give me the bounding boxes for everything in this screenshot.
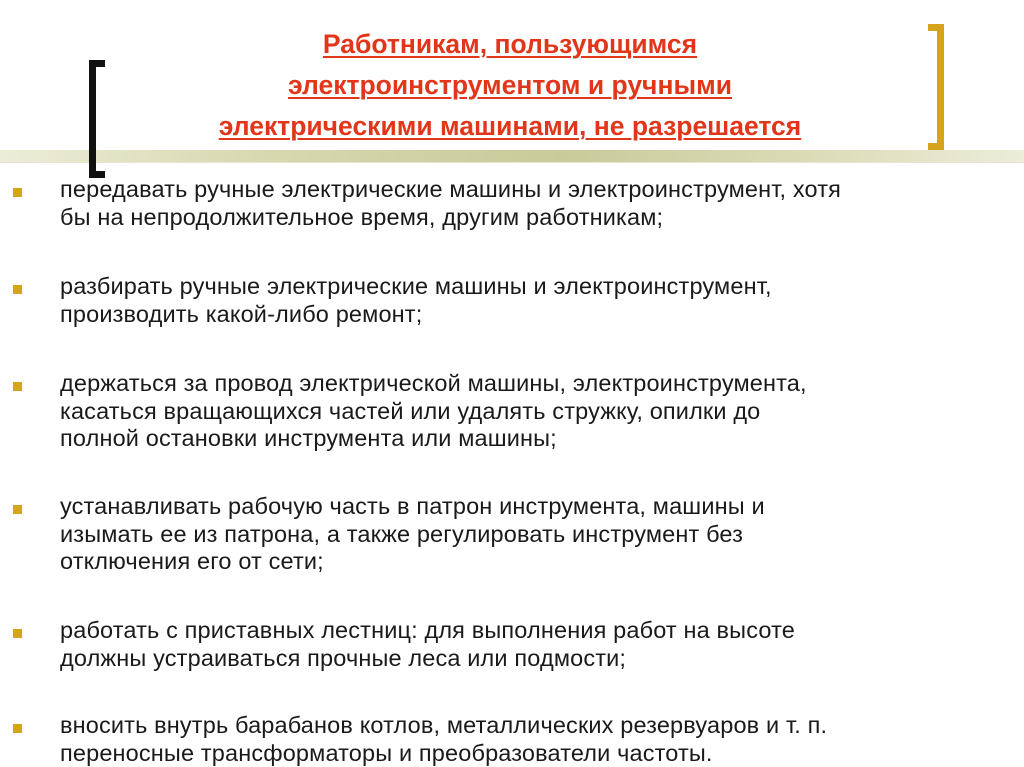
list-item-text: держаться за провод электрической машины, электроинструмента, касаться вращающихся частей или удалять стружку, опилки до полной остановки инструмента или машины; (60, 370, 807, 451)
title-line-3: электрическими машинами, не разрешается (218, 111, 802, 141)
bullet-square-icon (13, 382, 22, 391)
list-item-text: работать с приставных лестниц: для выполнения работ на высоте должны устраиваться прочные леса или подмости; (60, 617, 795, 671)
list-item-text: устанавливать рабочую часть в патрон инструмента, машины и изымать ее из патрона, а также регулировать инструмент без отключения его от сети; (60, 493, 765, 574)
bullet-square-icon (13, 188, 22, 197)
title-line-2: электроинструментом и ручными (288, 70, 732, 100)
title-line-1: Работникам, пользующимся (322, 29, 698, 59)
list-item-text: вносить внутрь барабанов котлов, металлических резервуаров и т. п. переносные трансформаторы и преобразователи частоты. (60, 712, 828, 766)
bullet-square-icon (13, 505, 22, 514)
bullet-square-icon (13, 724, 22, 733)
bullet-square-icon (13, 285, 22, 294)
bullet-square-icon (13, 629, 22, 638)
list-item-text: разбирать ручные электрические машины и электроинструмент, производить какой-либо ремонт; (60, 273, 772, 327)
list-item-text: передавать ручные электрические машины и электроинструмент, хотя бы на непродолжительное время, другим работникам; (60, 176, 842, 230)
